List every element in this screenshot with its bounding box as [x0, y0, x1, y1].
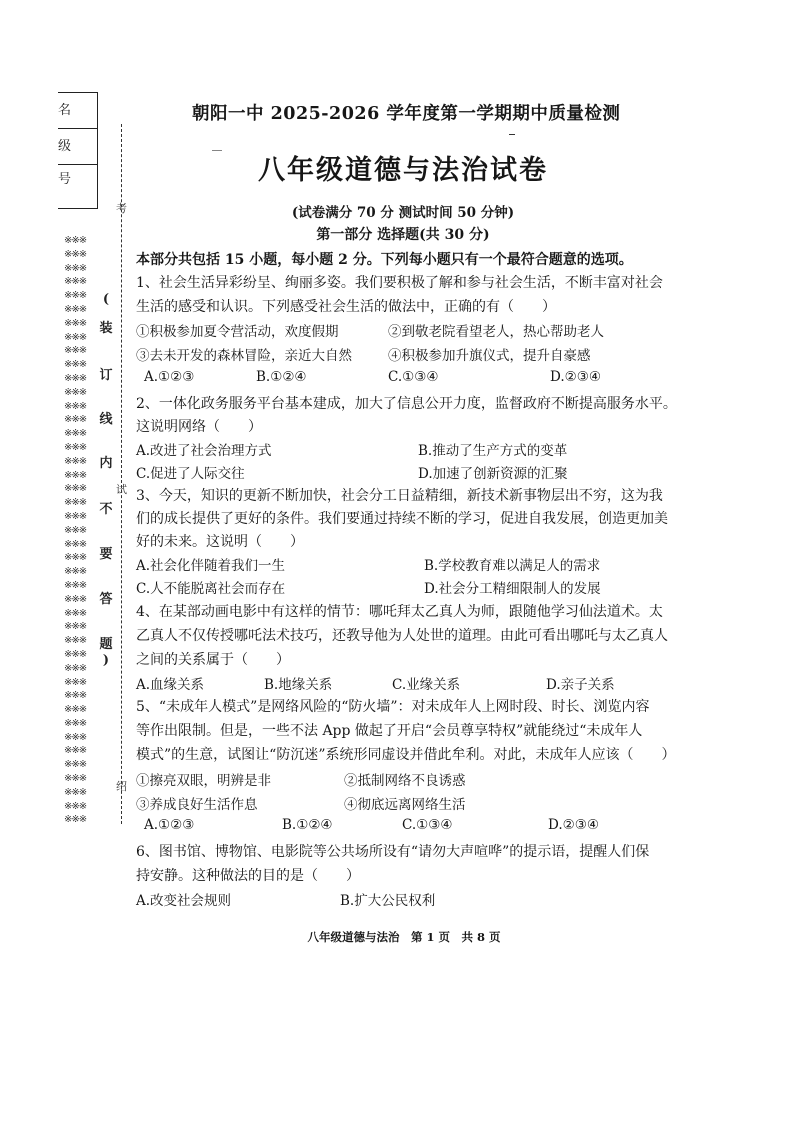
question-5-statement-3: ③养成良好生活作息	[136, 797, 258, 813]
question-4-option-b: B.地缘关系	[264, 677, 333, 693]
cross-hatch-mark: ※※※	[64, 759, 87, 771]
question-5-statement-4: ④彻底远离网络生活	[344, 797, 466, 813]
paper-title: 八年级道德与法治试卷	[258, 155, 548, 186]
info-label-name: 名	[58, 103, 72, 118]
cross-hatch-mark: ※※※	[64, 262, 87, 274]
cross-hatch-mark: ※※※	[64, 773, 87, 785]
question-4-option-a: A.血缘关系	[136, 677, 205, 693]
info-label-class: 级	[58, 139, 72, 154]
binding-char-da: 答	[99, 592, 113, 607]
cross-hatch-mark: ※※※	[64, 800, 87, 812]
cross-hatch-mark: ※※※	[64, 648, 87, 660]
cross-hatch-mark: ※※※	[64, 524, 87, 536]
question-6-line-2: 持安静。这种做法的目的是（ ）	[136, 868, 360, 884]
question-1-option-a: A.①②③	[144, 369, 195, 385]
question-2-option-c: C.促进了人际交往	[136, 466, 245, 482]
section-intro: 本部分共包括 15 小题，每小题 2 分。下列每小题只有一个最符合题意的选项。	[136, 252, 633, 268]
question-6-line-1: 6、图书馆、博物馆、电影院等公共场所设有“请勿大声喧哗”的提示语，提醒人们保	[136, 844, 650, 860]
cross-hatch-mark: ※※※	[64, 359, 87, 371]
question-5-line-1: 5、“未成年人模式”是网络风险的“防火墙”：对未成年人上网时段、时长、浏览内容	[136, 699, 650, 715]
question-4-line-1: 4、在某部动画电影中有这样的情节：哪吒拜太乙真人为师，跟随他学习仙法道术。太	[136, 604, 663, 620]
binding-char-ti: 题	[99, 637, 113, 652]
cross-hatch-column-left	[64, 234, 98, 827]
question-1-statement-2: ②到敬老院看望老人，热心帮助老人	[388, 324, 604, 340]
cross-hatch-mark: ※※※	[64, 786, 87, 798]
question-5-option-c: C.①③④	[402, 817, 453, 833]
question-5-option-d: D.②③④	[548, 817, 599, 833]
question-2-option-b: B.推动了生产方式的变革	[418, 443, 568, 459]
cross-hatch-mark: ※※※	[64, 538, 87, 550]
page-footer: 八年级道德与法治 第 1 页 共 8 页	[307, 930, 501, 944]
cross-hatch-mark: ※※※	[64, 483, 87, 495]
binding-paren-close: )	[102, 653, 110, 668]
question-2-line-2: 这说明网络（ ）	[136, 419, 262, 435]
cross-hatch-mark: ※※※	[64, 414, 87, 426]
cross-hatch-mark: ※※※	[64, 303, 87, 315]
question-3-line-1: 3、今天，知识的更新不断加快，社会分工日益精细，新技术新事物层出不穷，这为我	[136, 488, 663, 504]
binding-char-bu: 不	[99, 502, 113, 517]
scan-speck	[212, 150, 222, 151]
scan-speck	[509, 134, 515, 135]
cross-hatch-mark: ※※※	[64, 235, 87, 246]
cross-hatch-mark: ※※※	[64, 552, 87, 564]
cross-hatch-mark: ※※※	[64, 566, 87, 578]
question-3-line-3: 好的未来。这说明（ ）	[136, 534, 304, 550]
question-4-line-2: 乙真人不仅传授哪吒法术技巧，还教导他为人处世的道理。由此可看出哪吒与太乙真人	[136, 628, 668, 644]
question-6-option-b: B.扩大公民权利	[340, 893, 436, 909]
question-5-statement-1: ①擦亮双眼，明辨是非	[136, 773, 271, 789]
question-3-line-2: 们的成长提供了更好的条件。我们要通过持续不断的学习，促进自我发展，创造更加美	[136, 511, 668, 527]
question-1-line-1: 1、社会生活异彩纷呈、绚丽多姿。我们要积极了解和参与社会生活，不断丰富对社会	[136, 275, 663, 291]
cross-hatch-mark: ※※※	[64, 579, 87, 591]
question-5-option-a: A.①②③	[144, 817, 195, 833]
binding-paren-open: (	[102, 292, 110, 307]
cross-hatch-mark: ※※※	[64, 704, 87, 716]
question-5-option-b: B.①②④	[282, 817, 333, 833]
cross-hatch-mark: ※※※	[64, 441, 87, 453]
cross-hatch-mark: ※※※	[64, 690, 87, 702]
margin-mark-2: 试	[116, 483, 127, 496]
question-1-statement-1: ①积极参加夏令营活动，欢度假期	[136, 324, 339, 340]
cross-hatch-mark: ※※※	[64, 497, 87, 509]
question-3-option-d: D.社会分工精细限制人的发展	[424, 581, 601, 597]
question-1-option-b: B.①②④	[256, 369, 307, 385]
question-1-option-c: C.①③④	[388, 369, 439, 385]
binding-char-yao: 要	[99, 547, 113, 562]
margin-mark-1: 考	[116, 202, 127, 215]
cross-hatch-mark: ※※※	[64, 662, 87, 674]
cross-hatch-mark: ※※※	[64, 317, 87, 329]
question-2-option-a: A.改进了社会治理方式	[136, 443, 272, 459]
question-5-statement-2: ②抵制网络不良诱惑	[344, 773, 466, 789]
info-box-name	[58, 92, 98, 128]
cross-hatch-mark: ※※※	[64, 400, 87, 412]
cross-hatch-mark: ※※※	[64, 276, 87, 288]
question-3-option-c: C.人不能脱离社会而存在	[136, 581, 286, 597]
cross-hatch-mark: ※※※	[64, 428, 87, 440]
binding-char-nei: 内	[99, 456, 113, 471]
binding-char-zhuang: 装	[99, 321, 113, 336]
paper-subtitle: (试卷满分 70 分 测试时间 50 分钟)	[291, 205, 515, 221]
question-5-line-3: 模式”的生意，试图让“防沉迷”系统形同虚设并借此牟利。对此，未成年人应该（ ）	[136, 747, 676, 763]
cross-hatch-mark: ※※※	[64, 593, 87, 605]
cross-hatch-mark: ※※※	[64, 621, 87, 633]
question-5-line-2: 等作出限制。但是，一些不法 App 做起了开启“会员尊享特权”就能绕过“未成年人	[136, 723, 643, 739]
cross-hatch-mark: ※※※	[64, 386, 87, 398]
cross-hatch-mark: ※※※	[64, 345, 87, 357]
question-1-option-d: D.②③④	[550, 369, 601, 385]
question-2-line-1: 2、一体化政务服务平台基本建成，加大了信息公开力度，监督政府不断提高服务水平。	[136, 396, 677, 412]
cross-hatch-mark: ※※※	[64, 717, 87, 729]
cross-hatch-mark: ※※※	[64, 676, 87, 688]
question-4-option-c: C.业缘关系	[392, 677, 461, 693]
cross-hatch-mark: ※※※	[64, 455, 87, 467]
cross-hatch-mark: ※※※	[64, 745, 87, 757]
question-2-option-d: D.加速了创新资源的汇聚	[418, 466, 568, 482]
question-6-option-a: A.改变社会规则	[136, 893, 232, 909]
binding-char-ding: 订	[99, 368, 113, 383]
question-3-option-b: B.学校教育难以满足人的需求	[424, 558, 601, 574]
question-3-option-a: A.社会化伴随着我们一生	[136, 558, 286, 574]
info-label-number: 号	[58, 172, 72, 187]
margin-mark-3: 绍	[116, 780, 127, 793]
cross-hatch-mark: ※※※	[64, 510, 87, 522]
cross-hatch-mark: ※※※	[64, 372, 87, 384]
question-4-line-3: 之间的关系属于（ ）	[136, 652, 290, 668]
cross-hatch-mark: ※※※	[64, 248, 87, 260]
cross-hatch-mark: ※※※	[64, 290, 87, 302]
cross-hatch-mark: ※※※	[64, 731, 87, 743]
cross-hatch-mark: ※※※	[64, 331, 87, 343]
question-1-statement-4: ④积极参加升旗仪式，提升自豪感	[388, 348, 591, 364]
question-1-line-2: 生活的感受和认识。下列感受社会生活的做法中，正确的有（ ）	[136, 299, 556, 315]
question-4-option-d: D.亲子关系	[546, 677, 615, 693]
part-title: 第一部分 选择题(共 30 分)	[316, 227, 490, 243]
binding-char-xian: 线	[99, 412, 113, 427]
school-title: 朝阳一中 2025-2026 学年度第一学期期中质量检测	[192, 104, 621, 124]
cross-hatch-mark: ※※※	[64, 607, 87, 619]
question-1-statement-3: ③去未开发的森林冒险，亲近大自然	[136, 348, 352, 364]
cross-hatch-mark: ※※※	[64, 469, 87, 481]
cross-hatch-mark: ※※※	[64, 635, 87, 647]
cross-hatch-mark: ※※※	[64, 814, 87, 826]
